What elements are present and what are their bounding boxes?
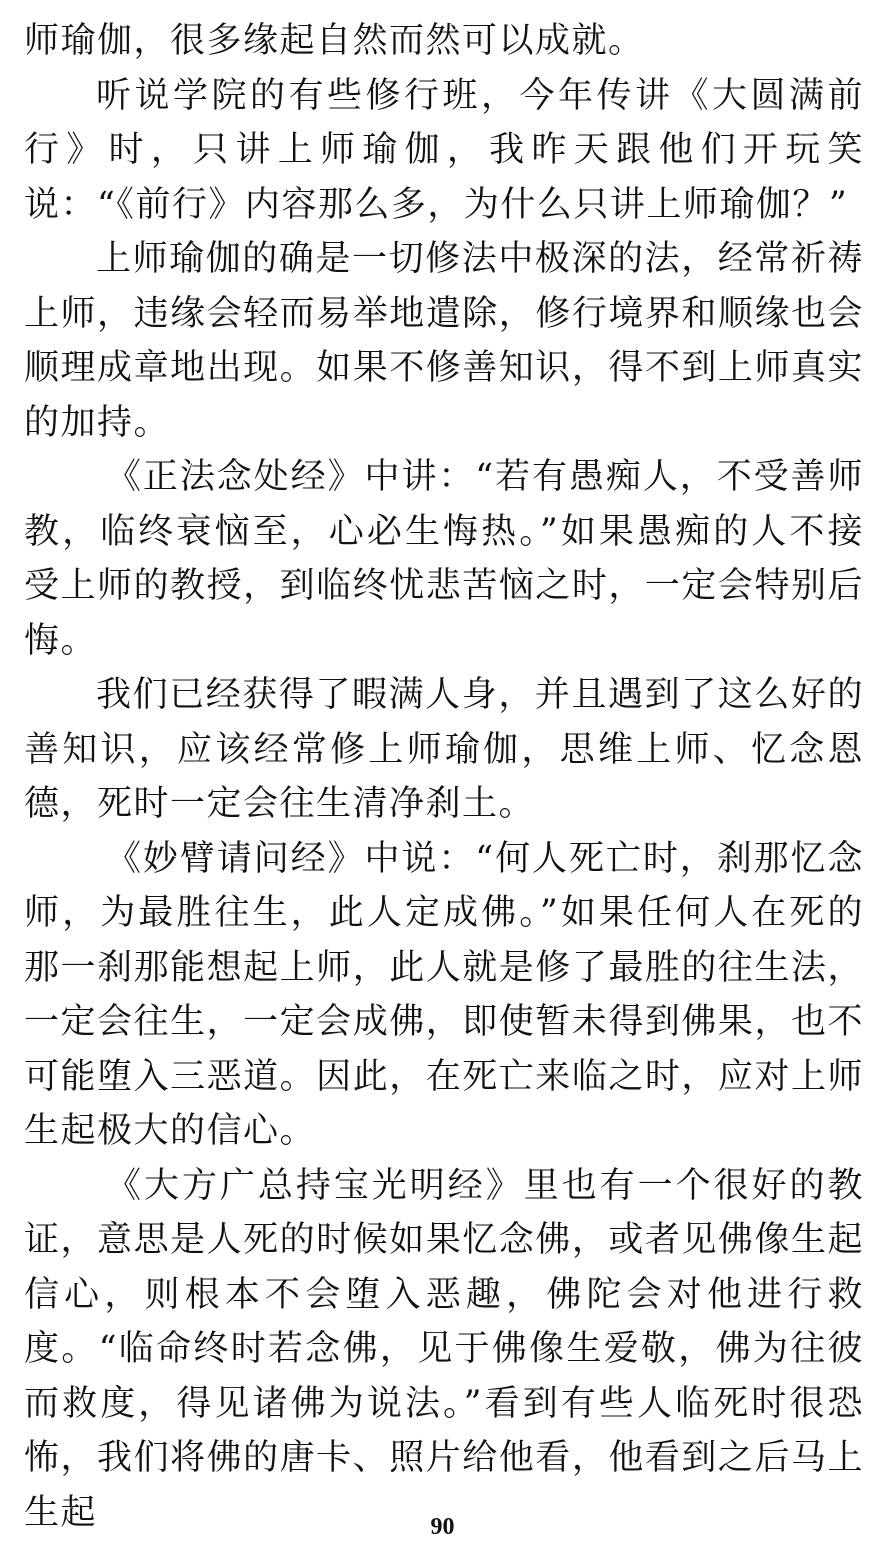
paragraph: 《大方广总持宝光明经》里也有一个很好的教证，意思是人死的时候如果忆念佛，或者见佛像生起信心，则根本不会堕入恶趣，佛陀会对他进行救度。“临命终时若念佛，见于佛像生爱敬，佛为往彼而救度，得见诸佛为说法。”看到有些人临死时很恐怖，我们将佛的唐卡、照片给他看，他看到之后马上生起 [24,1165,864,1533]
page-body [24,14,864,1540]
paragraph: 《妙臂请问经》中说：“何人死亡时，刹那忆念师，为最胜往生，此人定成佛。”如果任何人在死的那一刹那能想起上师，此人就是修了最胜的往生法，一定会往生，一定会成佛，即使暂未得到佛果，也不可能堕入三恶道。因此，在死亡来临之时，应对上师生起极大的信心。 [24,838,864,1151]
page-number: 90 [430,1514,455,1540]
paragraph-continuation: 师瑜伽，很多缘起自然而然可以成就。 [24,21,645,61]
paragraph: 听说学院的有些修行班，今年传讲《大圆满前行》时，只讲上师瑜伽，我昨天跟他们开玩笑说：“《前行》内容那么多，为什么只讲上师瑜伽？” [24,75,864,225]
paragraph: 上师瑜伽的确是一切修法中极深的法，经常祈祷上师，违缘会轻而易举地遣除，修行境界和顺缘也会顺理成章地出现。如果不修善知识，得不到上师真实的加持。 [24,239,864,443]
paragraph: 我们已经获得了暇满人身，并且遇到了这么好的善知识，应该经常修上师瑜伽，思维上师、忆念恩德，死时一定会往生清净刹土。 [24,675,864,824]
paragraph: 《正法念处经》中讲：“若有愚痴人，不受善师教，临终衰恼至，心必生悔热。”如果愚痴的人不接受上师的教授，到临终忧悲苦恼之时，一定会特别后悔。 [24,457,864,661]
